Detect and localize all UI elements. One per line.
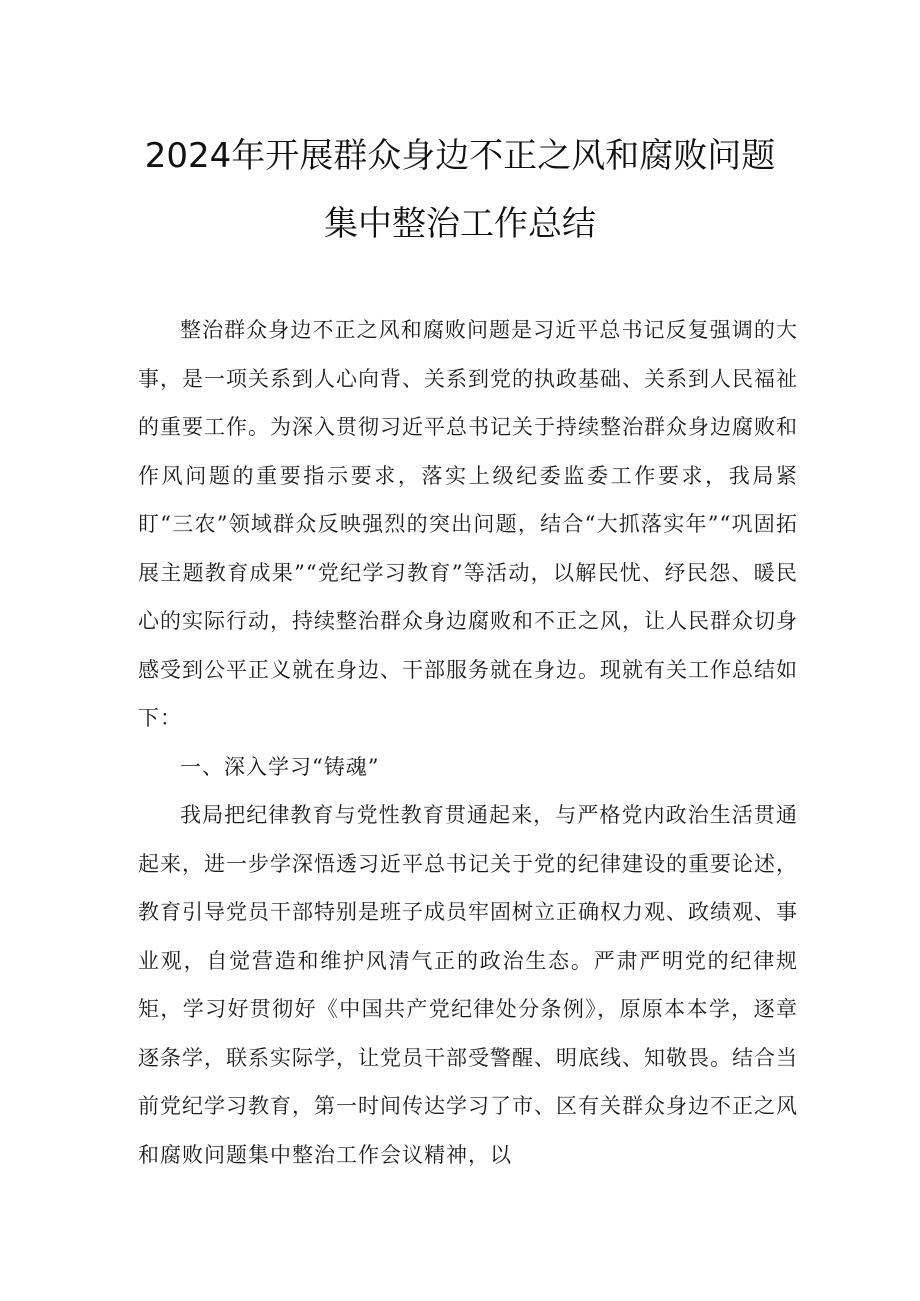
document-title-line-2: 集中整治工作总结 xyxy=(324,204,596,244)
section-paragraph: 我局把纪律教育与党性教育贯通起来，与严格党内政治生活贯通起来，进一步学深悟透习近平总书记关于党的纪律建设的重要论述，教育引导党员干部特别是班子成员牢固树立正确权力观、政绩观、事业观，自觉营造和维护风清气正的政治生态。严肃严明党的纪律规矩，学习好贯彻好《中国共产党纪律处分条例》，原原本本学，逐章逐条学，联系实际学，让党员干部受警醒、明底线、知敬畏。结合当前党纪学习教育，第一时间传达学习了市、区有关群众身边不正之风和腐败问题集中整治工作会议精神，以 xyxy=(138,803,798,1167)
intro-paragraph: 整治群众身边不正之风和腐败问题是习近平总书记反复强调的大事，是一项关系到人心向背、关系到党的执政基础、关系到人民福祉的重要工作。为深入贯彻习近平总书记关于持续整治群众身边腐败和作风问题的重要指示要求，落实上级纪委监委工作要求，我局紧盯“三农”领域群众反映强烈的突出问题，结合“大抓落实年”“巩固拓展主题教育成果”“党纪学习教育”等活动，以解民忧、纾民怨、暖民心的实际行动，持续整治群众身边腐败和不正之风，让人民群众切身感受到公平正义就在身边、干部服务就在身边。现就有关工作总结如下： xyxy=(138,318,798,730)
document-title-line-1: 2024年开展群众身边不正之风和腐败问题 xyxy=(144,136,776,176)
document-body xyxy=(138,306,798,1179)
section-heading: 一、深入学习“铸魂” xyxy=(180,754,380,779)
